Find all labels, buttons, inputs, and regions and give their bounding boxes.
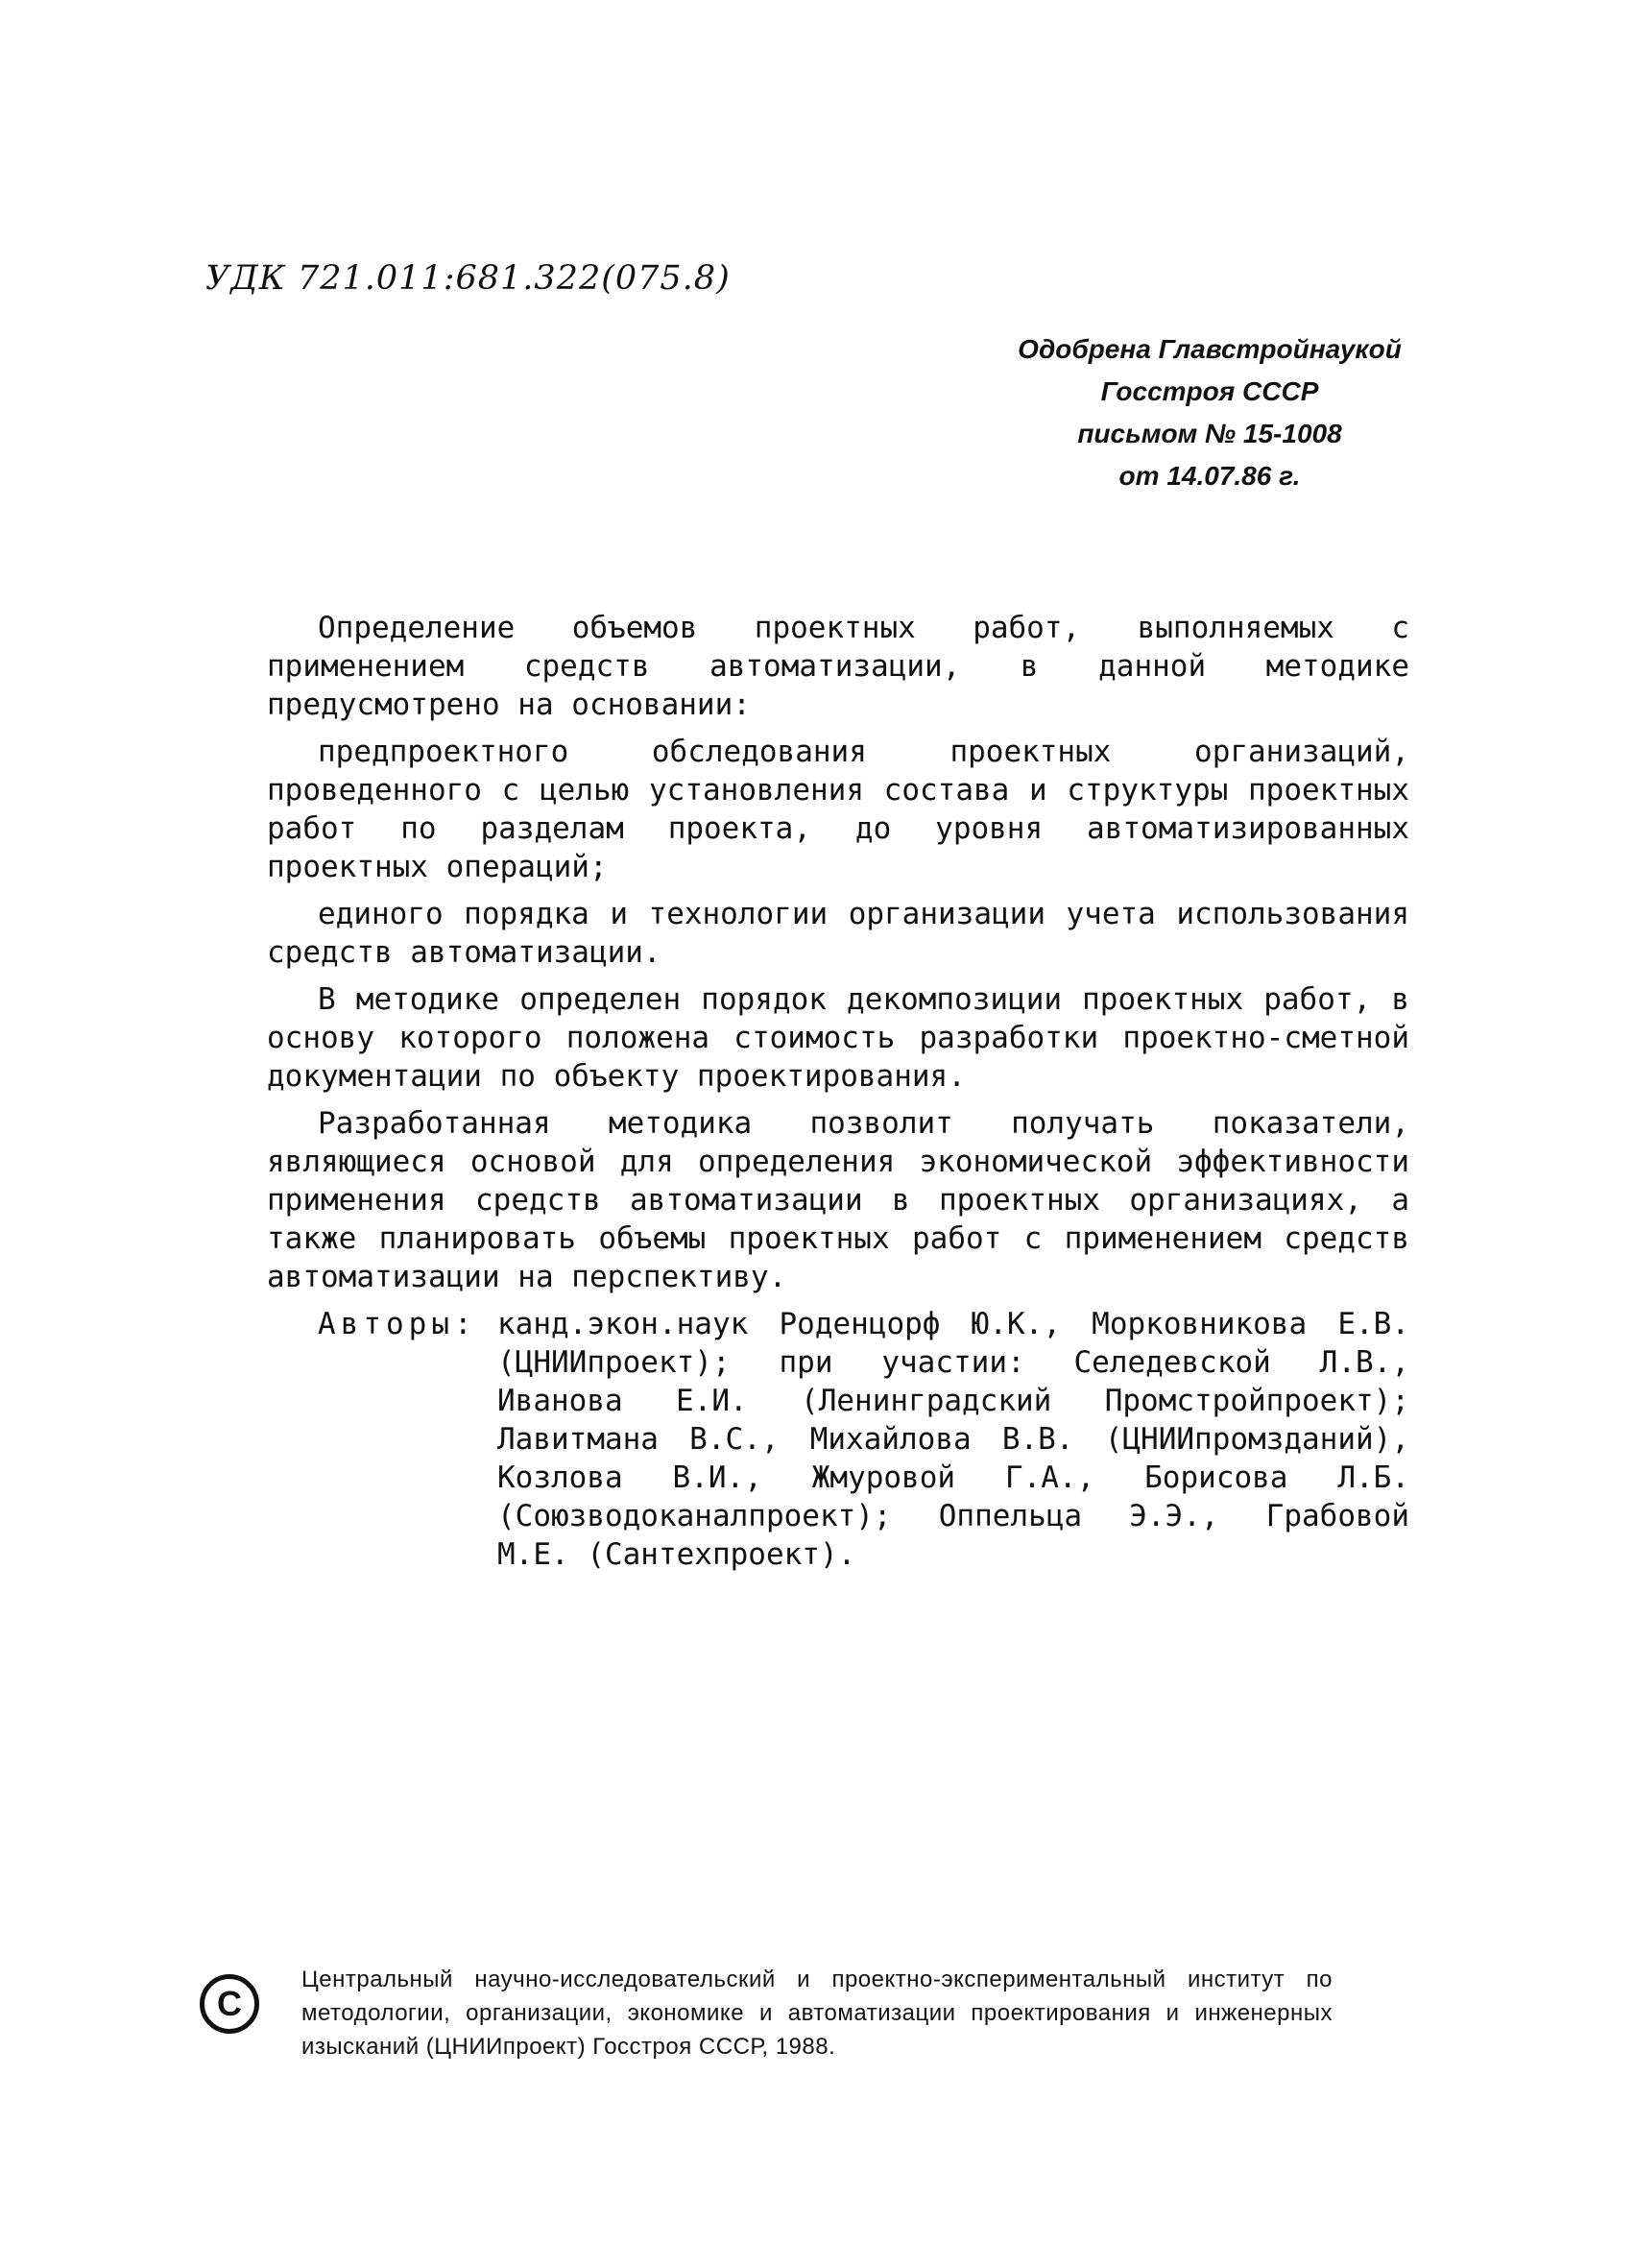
udk-code: УДК 721.011:681.322(075.8) bbox=[205, 259, 731, 298]
approval-stamp bbox=[960, 328, 1459, 497]
paragraph-preproject-survey: предпроектного обследования проектных организаций, проведенного с целью установления состава и структуры проектных работ по разделам проекта, до уровня автоматизированных проектных операций; bbox=[267, 735, 1409, 884]
copyright-block bbox=[200, 1963, 1333, 2063]
approval-line-1: Одобрена Главстройнаукой bbox=[1018, 334, 1402, 364]
authors-block bbox=[267, 1305, 1409, 1574]
paragraph-efficiency: Разработанная методика позволит получать показатели, являющиеся основой для определения экономической эффективности применения средств автоматизации в проектных организациях, а также планировать объемы проектных работ с применением средств автоматизации на перспективу. bbox=[267, 1106, 1409, 1294]
approval-line-4: от 14.07.86 г. bbox=[1118, 461, 1301, 491]
paragraph-unified-order: единого порядка и технологии организации учета использования средств автоматизации. bbox=[267, 897, 1409, 970]
paragraph-intro: Определение объемов проектных работ, выполняемых с применением средств автоматизации, в данной методике предусмотрено на основании: bbox=[267, 611, 1409, 722]
paragraph-decomposition: В методике определен порядок декомпозиции проектных работ, в основу которого положена стоимость разработки проектно-сметной документации по объекту проектирования. bbox=[267, 982, 1409, 1094]
approval-line-2: Госстроя СССР bbox=[1100, 376, 1319, 406]
approval-line-3: письмом № 15-1008 bbox=[1077, 419, 1342, 448]
main-text bbox=[267, 609, 1409, 1574]
authors-list: канд.экон.наук Роденцорф Ю.К., Морковникова Е.В. (ЦНИИпроект); при участии: Селедевской Л.В., Иванова Е.И. (Ленинградский Промстройпроект); Лавитмана В.С., Михайлова В.В. (ЦНИИпромзданий), Козлова В.И., Жмуровой Г.А., Борисова Л.Б. (Союзводоканалпроект); Оппельца Э.Э., Грабовой М.Е. (Сантехпроект). bbox=[497, 1307, 1409, 1572]
authors-label: Авторы: bbox=[318, 1307, 477, 1341]
copyright-text: Центральный научно-исследовательский и проектно-экспериментальный институт по методологии, организации, экономике и автоматизации проектирования и инженерных изысканий (ЦНИИпроект) Госстроя СССР, 1988. bbox=[301, 1966, 1333, 2060]
copyright-icon: C bbox=[200, 1974, 259, 2034]
